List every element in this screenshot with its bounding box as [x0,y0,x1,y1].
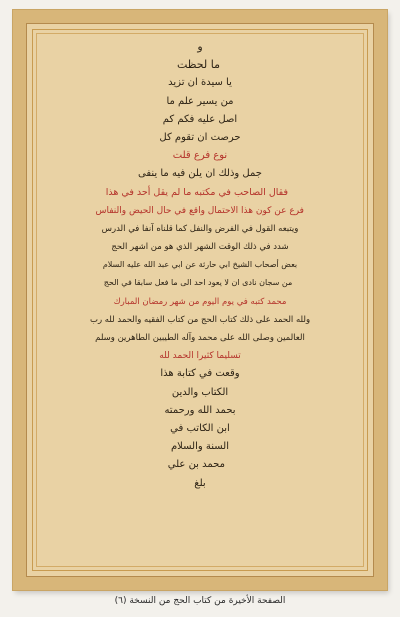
manuscript-text-block [43,38,357,566]
manuscript-line: بعض أصحاب الشيخ ابي حارثة عن ابي عبد الله عليه السلام [102,260,298,270]
manuscript-line: ولله الحمد على ذلك كتاب الحج من كتاب الفقيه والحمد لله رب [89,314,311,325]
manuscript-line: الكتاب والدين [171,386,229,398]
manuscript-line: فرع عن كون هذا الاحتمال واقع في حال الحيض والنفاس [95,205,304,216]
manuscript-line: و [197,40,203,53]
manuscript-line: ابن الكاتب في [170,422,230,434]
manuscript-page-frame [13,10,387,590]
manuscript-line: نوع فرع قلت [172,150,228,162]
manuscript-line: وقعت في كتابة هذا [160,368,240,380]
manuscript-line: فقال الصاحب في مكتبه ما لم يقل أحد في هذا [105,186,288,198]
manuscript-line: بلغ [194,477,206,489]
manuscript-line: محمد كتبه في يوم اليوم من شهر رمضان المبارك [113,296,287,307]
manuscript-page [26,23,374,577]
manuscript-line: العالمين وصلى الله على محمد وآله الطيبين الطاهرين وسلم [95,333,305,343]
manuscript-line: شدد في ذلك الوقت الشهر الذي هو من اشهر الحج [111,242,289,253]
manuscript-line: تسليما كثيرا الحمد لله [159,351,241,362]
manuscript-line: حرصت ان تقوم كل [159,131,241,143]
manuscript-line: اصل عليه فكم كم [162,113,238,125]
page-caption: الصفحة الأخيرة من كتاب الحج من النسخة (٦) [114,596,286,606]
manuscript-line: محمد بن علي [167,459,225,471]
manuscript-line: ويتبعه القول في الفرض والنفل كما قلناه آنفا في الدرس [101,223,299,234]
manuscript-line: يا سيدة ان تزيد [168,77,232,89]
manuscript-line: السنة والسلام [170,441,230,453]
manuscript-line: بحمد الله ورحمته [164,404,236,416]
manuscript-line: ما لحظت [176,58,220,72]
manuscript-line: جمل وذلك ان يلن فيه ما ينفى [138,168,262,180]
manuscript-line: من يسير علم ما [166,95,234,107]
manuscript-line: من سجان نادى ان لا يعود احد الى ما فعل سابقا في الحج [103,278,293,288]
